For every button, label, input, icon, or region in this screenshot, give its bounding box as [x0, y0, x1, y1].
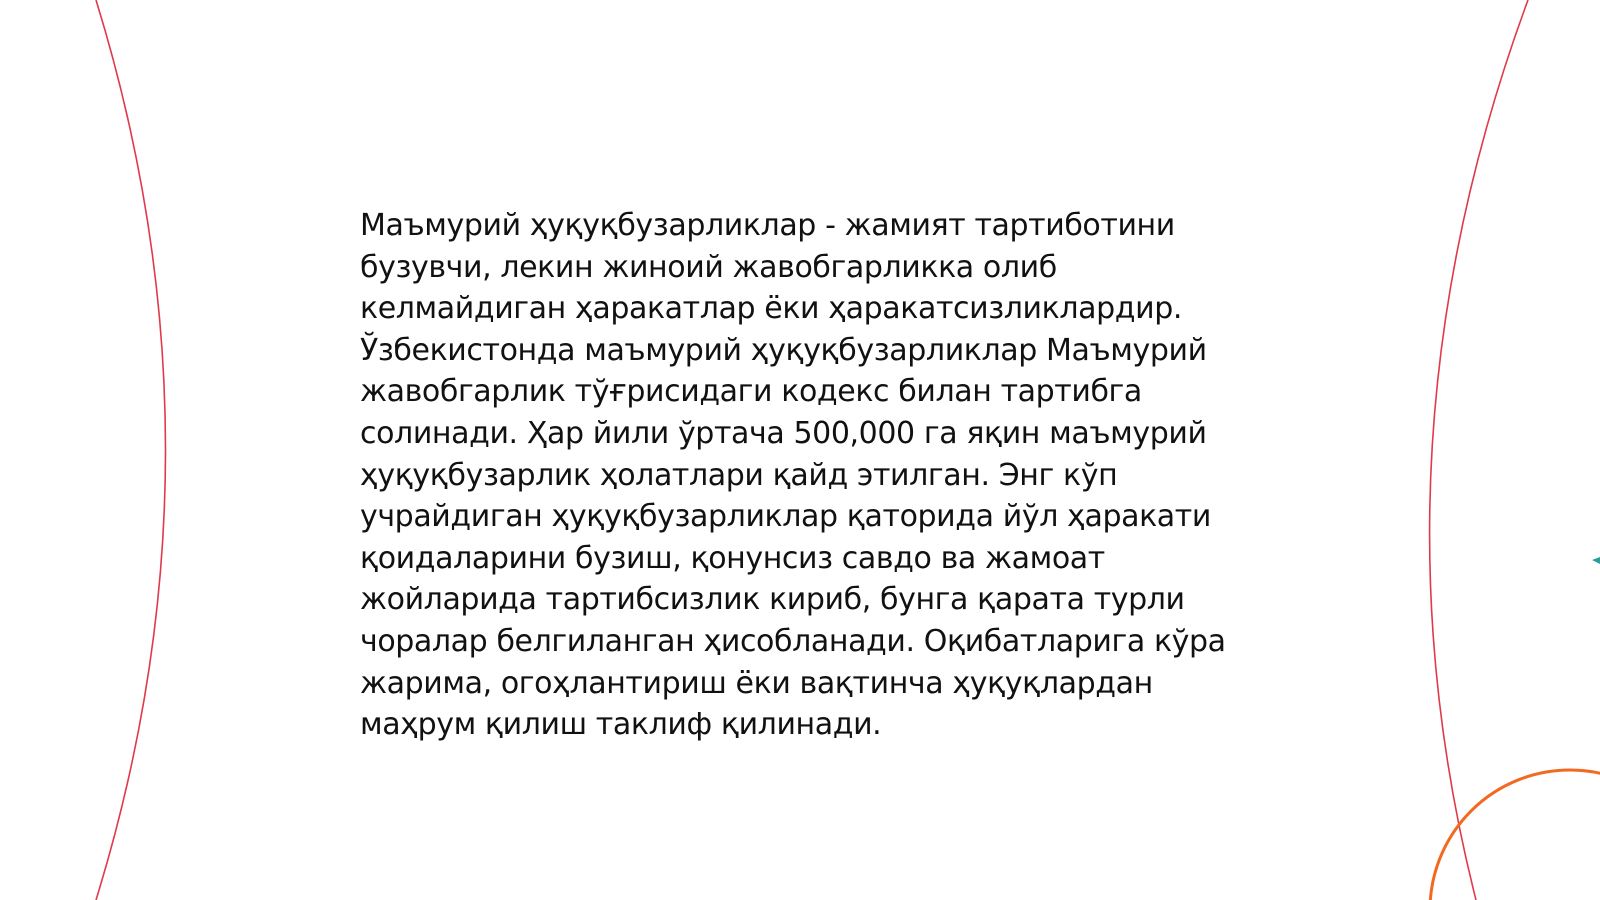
- orange-circle-arc: [1430, 770, 1600, 900]
- left-curve: [96, 0, 166, 900]
- slide-body-text: Маъмурий ҳуқуқбузарликлар - жамият тартиботини бузувчи, лекин жиноий жавобгарликка олиб келмайдиган ҳаракатлар ёки ҳаракатсизликлардир. Ўзбекистонда маъмурий ҳуқуқбузарликлар Маъмурий жавобгарлик тўғрисидаги кодекс билан тартибга солинади. Ҳар йили ўртача 500,000 га яқин маъмурий ҳуқуқбузарлик ҳолатлари қайд этилган. Энг кўп учрайдиган ҳуқуқбузарликлар қаторида йўл ҳаракати қоидаларини бузиш, қонунсиз савдо ва жамоат жойларида тартибсизлик кириб, бунга қарата турли чоралар белгиланган ҳисобланади. Оқибатларига кўра жарима, огоҳлантириш ёки вақтинча ҳуқуқлардан маҳрум қилиш таклиф қилинади.: [360, 208, 1226, 743]
- right-curve: [1430, 0, 1528, 900]
- teal-accent: [1592, 557, 1600, 564]
